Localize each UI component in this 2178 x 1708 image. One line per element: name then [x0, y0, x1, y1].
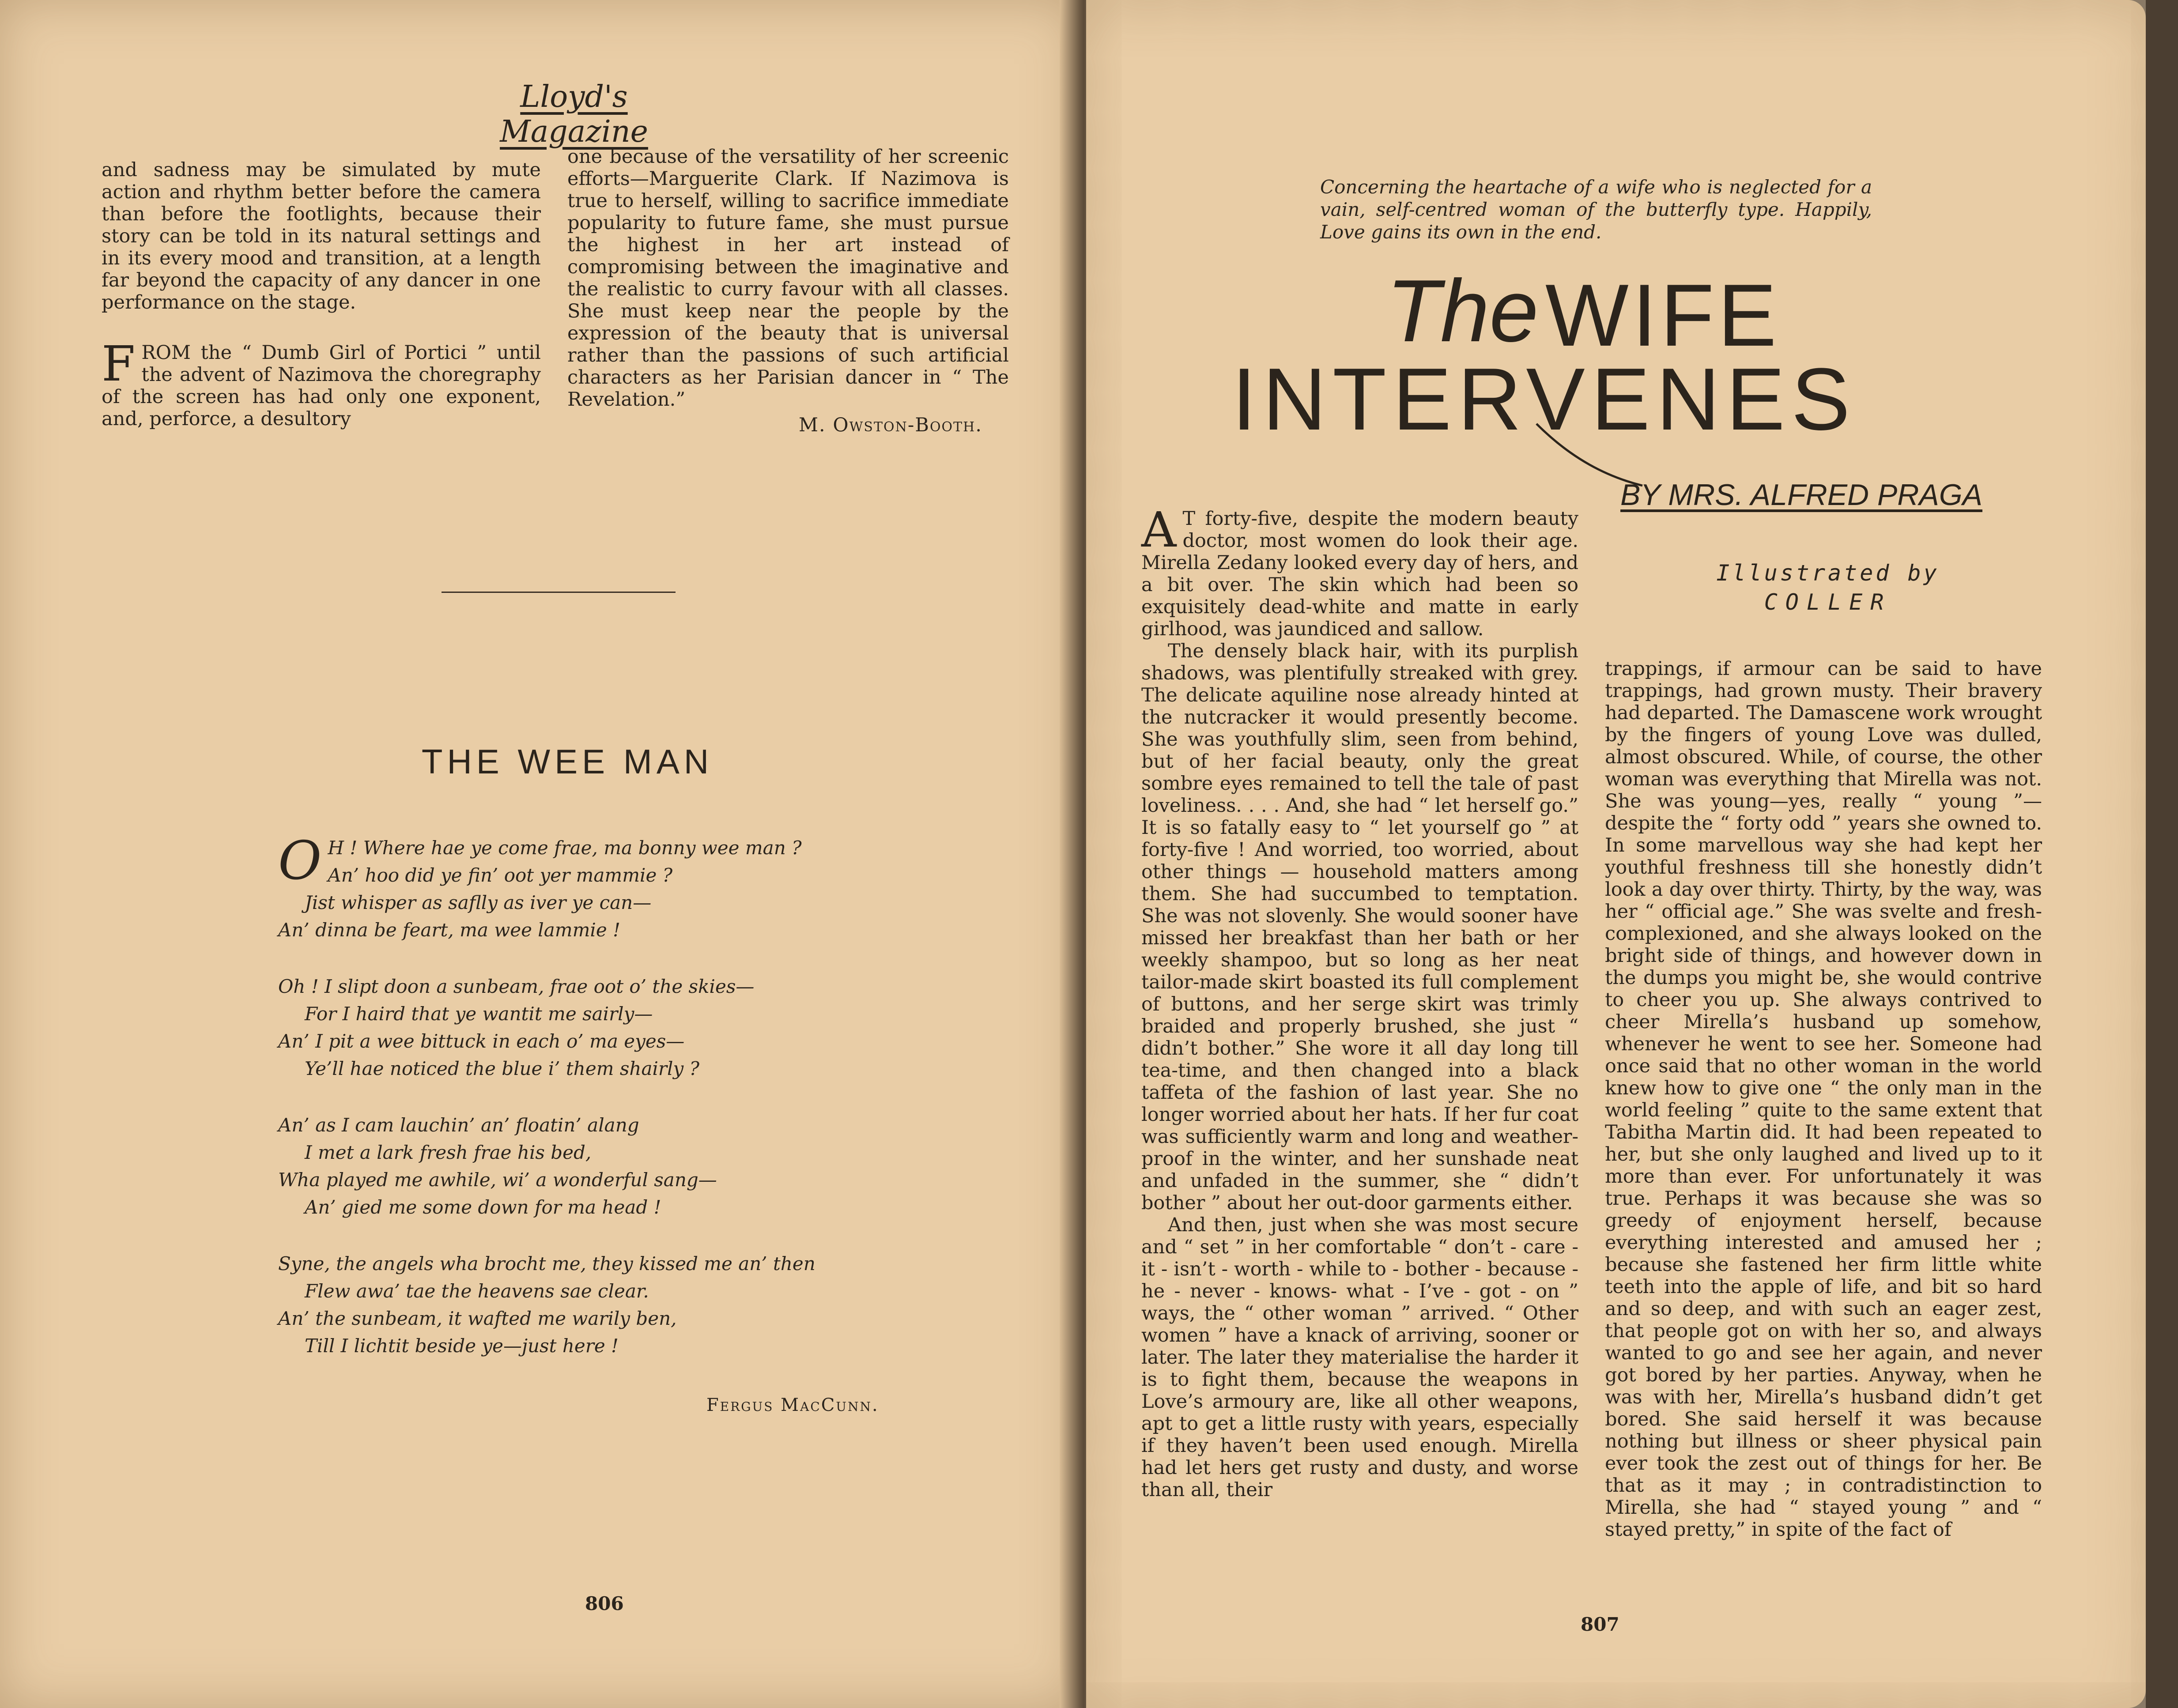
- body-paragraph: [1141, 501, 1578, 640]
- right-column-1: [1141, 501, 1578, 1501]
- drop-cap: O: [278, 830, 322, 892]
- poem-line: An’ hoo did ye fin’ oot yer mammie ?: [328, 864, 673, 886]
- poem-line: Till I lichtit beside ye—just here !: [305, 1335, 619, 1357]
- poem-line: An’ the sunbeam, it wafted me warily ben,: [278, 1308, 677, 1329]
- article-tagline: Concerning the heartache of a wife who is neglected for a vain, self-centred woman of the butterfly type. Happily, Love gains its own in the end.: [1320, 176, 1872, 243]
- poem-title: THE WEE MAN: [421, 742, 713, 781]
- illustrated-by-label: Illustrated by: [1716, 560, 1940, 586]
- article-byline: BY MRS. ALFRED PRAGA: [1620, 478, 1982, 512]
- page-edge-shadow: [2146, 0, 2178, 1708]
- poem-line: Jist whisper as saflly as iver ye can—: [305, 892, 652, 913]
- paragraph-text: ROM the “ Dumb Girl of Portici ” until the advent of Nazimova the choregraphy of the screen has had only one exponent, and, perforce, a desultory: [102, 342, 541, 430]
- title-intervenes: INTERVENES: [1232, 350, 1857, 449]
- poem-line: An’ as I cam lauchin’ an’ floatin’ alang: [278, 1114, 639, 1136]
- poem-line: Wha played me awhile, wi’ a wonderful sang—: [278, 1169, 717, 1191]
- poem-line: Ye’ll hae noticed the blue i’ them shairly ?: [305, 1058, 700, 1079]
- paragraph-text: T forty-five, despite the modern beauty doctor, most women do look their age. Mirella Zedany looked every day of hers, and a bit over. The skin which had been so exquisitely dead-white and matte in early girlhood, was jaundiced and sallow.: [1141, 508, 1578, 640]
- poem-author: Fergus MacCunn.: [706, 1395, 879, 1415]
- body-paragraph: The densely black hair, with its purplish shadows, was plentifully streaked with grey. The delicate aquiline nose already hinted at the nutcracker it would presently become. She was youthfully slim, seen from behind, but of her facial beauty, only the great sombre eyes remained to tell the tale of past loveliness. . . . And, she had “ let herself go.” It is so fatally easy to “ let yourself go ” at forty-five ! And worried, too worried, about other things — household matters among them. She had succumbed to temptation. She was not slovenly. She would sooner have missed her breakfast than her bath or her weekly shampoo, but so long as her neat tailor-made skirt boasted its full complement of buttons, and her serge skirt was trimly braided and properly brushed, she just “ didn’t bother.” She wore it all day long till tea-time, and then changed into a black taffeta of the fashion of last year. She no longer worried about her hats. If her fur coat was sufficiently warm and long and weather-proof in the winter, and her sunshade neat and unfaded in the summer, she “ didn’t bother ” about her out-door garments either.: [1141, 640, 1578, 1214]
- poem-line: Syne, the angels wha brocht me, they kissed me an’ then: [278, 1253, 815, 1274]
- poem-line: For I haird that ye wantit me sairly—: [305, 1003, 653, 1025]
- title-the: The: [1386, 262, 1539, 360]
- drop-cap: F: [102, 336, 136, 392]
- poem-line: I met a lark fresh frae his bed,: [305, 1142, 592, 1163]
- article-signature: M. Owston-Booth.: [798, 414, 982, 436]
- poem-line: An’ gied me some down for ma head !: [305, 1196, 661, 1218]
- poem-line: Flew awa’ tae the heavens sae clear.: [305, 1280, 649, 1302]
- magazine-header: Lloyd's Magazine: [500, 79, 648, 149]
- body-paragraph: and sadness may be simulated by mute action and rhythm better before the camera than before the footlights, because their story can be told in its natural settings and in its every mood and transition, at a length far beyond the capacity of any dancer in one performance on the stage.: [102, 159, 541, 313]
- illustration-credit: [1704, 558, 1952, 617]
- drop-cap: A: [1141, 501, 1177, 558]
- right-column-2: [1605, 658, 2042, 1541]
- poem-line: An’ dinna be feart, ma wee lammie !: [278, 919, 620, 941]
- page-number: 807: [1581, 1614, 1619, 1635]
- poem-line: An’ I pit a wee bittuck in each o’ ma eyes—: [278, 1030, 685, 1052]
- poem-line: Oh ! I slipt doon a sunbeam, frae oot o’ the skies—: [278, 976, 755, 997]
- illustrator-name: COLLER: [1764, 589, 1892, 615]
- body-paragraph: trappings, if armour can be said to have trappings, had grown musty. Their bravery had departed. The Damascene work wrought by the fingers of young Love was dulled, almost obscured. While, of course, the other woman was everything that Mirella was not. She was young—yes, really “ young ”—despite the “ forty odd ” years she owned to. In some marvellous way she had kept her youthful freshness till she honestly didn’t look a day over thirty. Thirty, by the way, was her “ official age.” She was svelte and fresh-complexioned, and she always looked on the bright side of things, and however down in the dumps you might be, she would contrive to cheer you up. She always contrived to cheer Mirella’s husband up somehow, whenever he went to see her. Someone had once said that no other woman in the world knew how to give one “ the only man in the world feeling ” quite to the same extent that Tabitha Martin did. It had been repeated to her, but she only laughed and lived up to it more than ever. For unfortunately it was true. Perhaps it was because she was so greedy of enjoyment herself, because everything interested and amused her ; because she fastened her firm little white teeth into the apple of life, and bit so hard and so deep, and with such an eager zest, that people got on with her so, and always wanted to go and see her again, and never got bored by her parties. Anyway, when he was with her, Mirella’s husband didn’t get bored. She said herself it was because nothing but illness or sheer physical pain ever took the zest out of things for her. Be that as it may ; in contradistinction to Mirella, she had “ stayed young ” and “ stayed pretty,” in spite of the fact of: [1605, 658, 2042, 1541]
- poem-line: H ! Where hae ye come frae, ma bonny wee man ?: [328, 837, 802, 859]
- page-number: 806: [585, 1593, 624, 1614]
- title-wife: WIFE: [1545, 266, 1780, 365]
- body-paragraph: one because of the versatility of her screenic efforts—Marguerite Clark. If Nazimova is true to herself, willing to sacrifice immediate popularity to future fame, she must pursue the highest in her art instead of compromising between the imaginative and the realistic to curry favour with all classes. She must keep near the people by the expression of the beauty that is universal rather than the passions of such artificial characters as her Parisian dancer in “ The Revelation.”: [567, 146, 1009, 411]
- body-paragraph: And then, just when she was most secure and “ set ” in her comfortable “ don’t - care - it - isn’t - worth - while to - bother - because - he - never - knows- what - I’ve - got - on ” ways, the “ other woman ” arrived. “ Other women ” have a knack of arriving, sooner or later. The later they materialise the harder it is to fight them, because the weapons in Love’s armoury are, like all other weapons, apt to get a little rusty with years, especially if they haven’t been used enough. Mirella had let hers get rusty and dusty, and worse than all, their: [1141, 1214, 1578, 1501]
